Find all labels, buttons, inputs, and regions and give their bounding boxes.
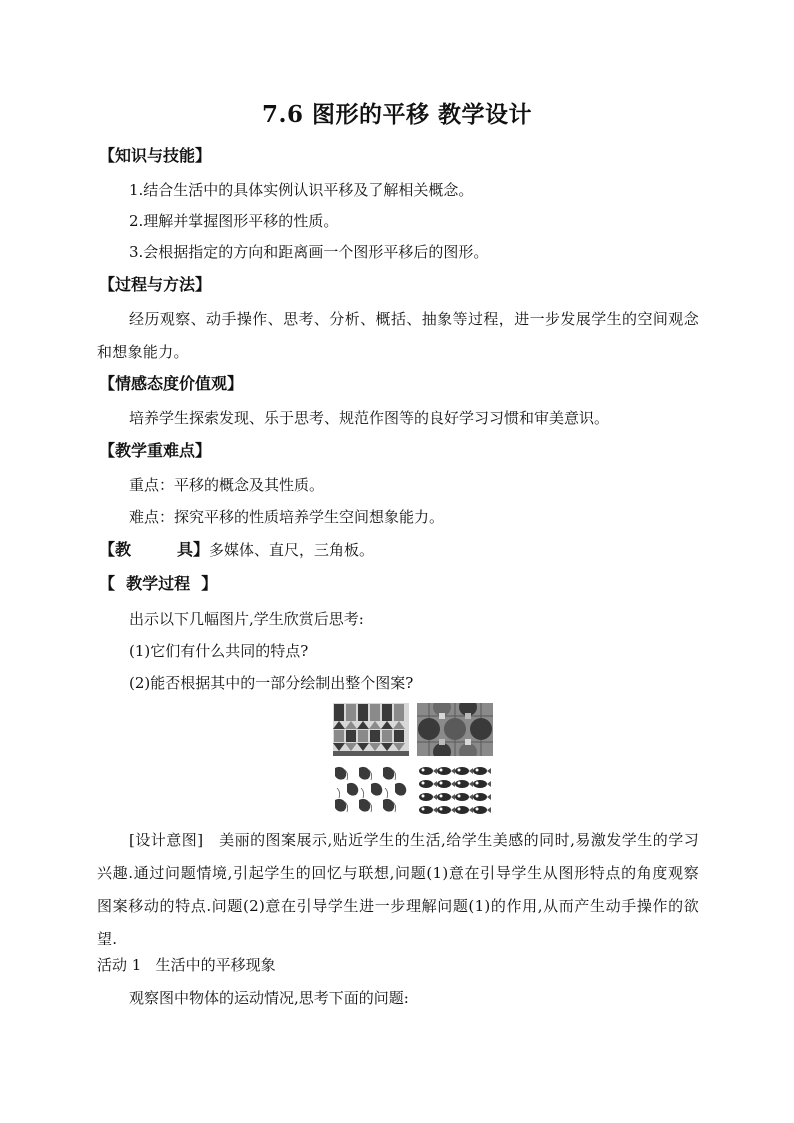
- knowledge-item-2: 2.理解并掌握图形平移的性质。: [129, 212, 339, 230]
- heading-emotion: 【情感态度价值观】: [99, 374, 244, 393]
- heading-teaching-process: 【 教学过程 】: [99, 574, 218, 593]
- heading-tools: [99, 540, 374, 560]
- tools-text: 多媒体、直尺，三角板。: [209, 541, 375, 559]
- circle-cross-pattern: [417, 703, 493, 756]
- teaching-intro: 出示以下几幅图片,学生欣赏后思考:: [129, 610, 364, 628]
- pattern-figure: [333, 703, 493, 817]
- page-title: 7.6 图形的平移 教学设计: [261, 101, 533, 128]
- fish-tessellation: [417, 764, 493, 817]
- activity-1-title: 活动 1 生活中的平移现象: [97, 956, 276, 974]
- question-2: (2)能否根据其中的一部分绘制出整个图案?: [129, 674, 414, 692]
- horse-tessellation: [333, 764, 409, 817]
- focus-point: 重点：平移的概念及其性质。: [129, 476, 325, 494]
- tools-bracket-open: 【教: [99, 540, 132, 559]
- heading-key-points: 【教学重难点】: [99, 441, 212, 460]
- difficulty-point: 难点：探究平移的性质培养学生空间想象能力。: [129, 508, 445, 526]
- knowledge-item-1: 1.结合生活中的具体实例认识平移及了解相关概念。: [129, 181, 474, 199]
- activity-1-text: 观察图中物体的运动情况,思考下面的问题:: [129, 989, 409, 1007]
- tools-bracket-close: 具】: [177, 540, 210, 559]
- process-paragraph: 经历观察、动手操作、思考、分析、概括、抽象等过程，进一步发展学生的空间观念和想象能力。: [97, 310, 699, 361]
- heading-process: 【过程与方法】: [99, 275, 212, 294]
- heading-knowledge: 【知识与技能】: [99, 146, 212, 165]
- design-intent-paragraph: [设计意图] 美丽的图案展示,贴近学生的生活,给学生美感的同时,易激发学生的学习兴趣.通过问题情境,引起学生的回忆与联想,问题(1)意在引导学生从图形特点的角度观察图案移动的特点.问题(2)意在引导学生进一步理解问题(1)的作用,从而产生动手操作的欲望.: [97, 831, 699, 948]
- question-1: (1)它们有什么共同的特点?: [129, 642, 309, 660]
- knowledge-item-3: 3.会根据指定的方向和距离画一个图形平移后的图形。: [129, 243, 489, 261]
- octagon-square-pattern: [333, 703, 409, 756]
- emotion-paragraph: 培养学生探索发现、乐于思考、规范作图等的良好学习习惯和审美意识。: [129, 409, 610, 427]
